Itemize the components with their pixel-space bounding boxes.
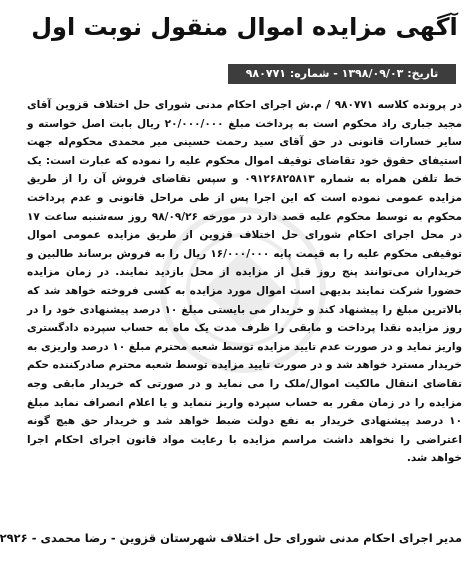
notice-title: آگهی مزایده اموال منقول نوبت اول [31, 13, 458, 41]
notice-body: در پرونده کلاسه ۹۸۰۷۷۱ / م.ش اجرای احکام مدنی شورای حل اختلاف قزوین آقای مجید جباری راد محکوم است به پرداخت مبلغ ۲۰/۰۰۰/۰۰۰ ریال بابت اصل خواسته و سایر خسارات قانونی در حق آقای سید رحمت حسینی میر محمدی محکوم‌له جهت استیفای حقوق خود تقاضای توقیف اموال محکوم علیه را نموده که عبارت است: یک خط تلفن همراه به شماره ۰۹۱۲۶۸۲۵۸۱۳ و سپس تقاضای فروش آن را از طریق مزایده عمومی نموده است که این اجرا پس از طی مراحل قانونی و عدم پرداخت محکوم به توسط محکوم علیه قصد دارد در مورخه ۹۸/۰۹/۲۶ روز سه‌شنبه ساعت ۱۷ در محل اجرای احکام شورای حل اختلاف قزوین از طریق مزایده عمومی اموال توقیفی محکوم علیه را به قیمت پایه ۱۶/۰۰۰/۰۰۰ ریال را به فروش برساند طالبین و خریداران می‌توانند پنج روز قبل از مزایده از محل بازدید نمایند. در زمان مزایده حضورا شرکت نمایند بدیهی است اموال مورد مزایده به کسی فروخته خواهد شد که بالاترین مبلغ را پیشنهاد کند و خریدار می بایستی مبلغ ۱۰ درصد پیشنهادی خود را در روز مزایده نقدا پرداخت و مابقی را ظرف مدت یک ماه به حساب سپرده دادگستری واریز نماید و در صورت عدم تایید مزایده توسط شعبه محترم مبلغ ۱۰ درصد واریزی به خریدار مسترد خواهد شد و در صورت تایید مزایده توسط شعبه محترم صادرکننده حکم تقاضای انتقال مالکیت اموال/ملک را می نماید و در صورتی که خریدار مابقی وجه مزایده را در زمان مقرر به حساب سپرده واریز ننماید و یا اعلام انصراف نماید مبلغ ۱۰ درصد پیشنهادی خریدار به نفع دولت ضبط خواهد شد و خریدار حق هیچ گونه اعتراضی را نخواهد داشت مراسم مزایده با رعایت مواد قانون اجرای احکام اجرا خواهد شد. [27, 99, 462, 465]
date-number-bar: تاریخ: ۱۳۹۸/۰۹/۰۳ - شماره: ۹۸۰۷۷۱ [228, 64, 456, 84]
notice-signature: مدیر اجرای احکام مدنی شورای حل اختلاف شهرستان قزوین - رضا محمدی - ۲۹۲۶ [0, 531, 462, 545]
